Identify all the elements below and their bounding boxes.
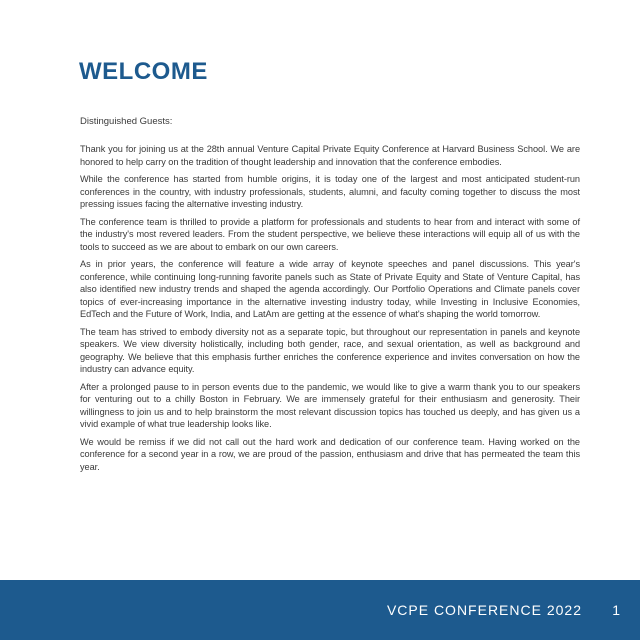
salutation: Distinguished Guests: (80, 116, 173, 127)
paragraph: As in prior years, the conference will feature a wide array of keynote speeches and panel discussions. This year's conference, while continuing long-running favorite panels such as State of Private Equity and State of Venture Capital, has also identified new industry trends and shaped the agenda accordingly. Our Portfolio Operations and Climate panels cover topics of ever-increasing importance in the alternative investing industry today, while Investing in Inclusive Economies, EdTech and the Future of Work, India, and LatAm are getting at the essence of what's shaping the world tomorrow. (80, 259, 580, 319)
paragraph: We would be remiss if we did not call out the hard work and dedication of our conference team. Having worked on the conference for a second year in a row, we are proud of the passion, enthusiasm and drive that has permeated the team this year. (80, 436, 580, 472)
paragraph: The conference team is thrilled to provide a platform for professionals and students to hear from and interact with some of the industry's most revered leaders. From the student perspective, we believe these interactions will equip all of us with the tools to succeed as we are about to embark on our own careers. (80, 216, 580, 252)
footer-conference-label: VCPE CONFERENCE 2022 (386, 602, 582, 618)
letter-body (80, 143, 580, 478)
paragraph: The team has strived to embody diversity not as a separate topic, but throughout our representation in panels and keynote speakers. We view diversity holistically, including both gender, race, and sexual orientation, as well as background and geography. We believe that this emphasis further enriches the conference experience and invites conversation on how the industry can advance equity. (80, 326, 580, 374)
paragraph: While the conference has started from humble origins, it is today one of the largest and most anticipated student-run conferences in the country, with industry professionals, students, alumni, and faculty coming together to discuss the most pressing issues facing the alternative investing industry. (80, 174, 580, 209)
page-title: WELCOME (79, 58, 208, 85)
paragraph: After a prolonged pause to in person events due to the pandemic, we would like to give a warm thank you to our speakers for venturing out to a chilly Boston in February. We are immensely grateful for their enthusiasm and generosity. Their willingness to join us and to help brainstorm the most relevant discussion topics has touched us deeply, and has given us a vivid example of what true leadership looks like. (80, 381, 580, 429)
page-number: 1 (612, 602, 620, 618)
footer-bar (0, 580, 640, 640)
paragraph: Thank you for joining us at the 28th annual Venture Capital Private Equity Conference at Harvard Business School. We are honored to help carry on the tradition of thought leadership and innovation that the conference embodies. (80, 144, 580, 167)
